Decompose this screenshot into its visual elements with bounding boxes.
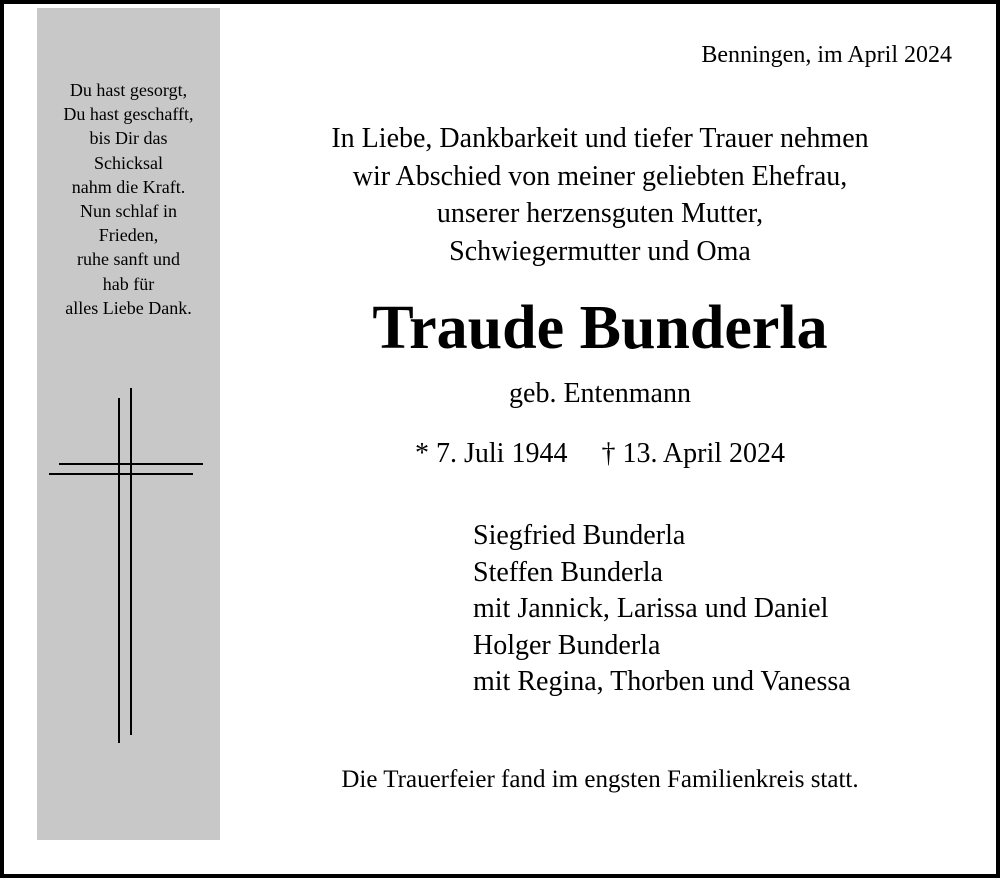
intro-line: unserer herzensguten Mutter, [436, 198, 764, 229]
mourner-line: Siegfried Bunderla [473, 520, 686, 551]
cross-icon [37, 388, 220, 748]
place-date: Benningen, im April 2024 [701, 42, 952, 68]
mourner-line: Holger Bunderla [473, 629, 661, 661]
poem-line: alles Liebe Dank. [65, 297, 192, 318]
deceased-name: Traude Bunderla [372, 294, 828, 362]
poem-line: ruhe sanft und [77, 249, 180, 270]
intro-line: Schwiegermutter und Oma [449, 235, 751, 267]
birth-date: * 7. Juli 1944 [414, 438, 568, 469]
mourner-line: mit Jannick, Larissa und Daniel [473, 593, 829, 625]
poem-line: hab für [102, 273, 155, 294]
funeral-notice: Die Trauerfeier fand im engsten Familienkreis statt. [341, 766, 859, 793]
mourners-list [473, 518, 851, 701]
mourner-line: mit Regina, Thorben und Vanessa [473, 666, 851, 698]
birth-name: geb. Entenmann [509, 378, 691, 409]
poem-line: Frieden, [98, 225, 159, 246]
intro-line: wir Abschied von meiner geliebten Ehefrau, [352, 160, 848, 192]
poem-line: Schicksal [94, 152, 163, 173]
poem-line: bis Dir das [89, 128, 168, 149]
poem-line: Du hast gesorgt, [69, 80, 188, 100]
poem-line: nahm die Kraft. [71, 176, 186, 197]
poem-line: Du hast geschafft, [63, 104, 194, 125]
mourner-line: Steffen Bunderla [473, 556, 663, 588]
sidebar-panel [37, 8, 220, 840]
life-dates [220, 437, 980, 471]
death-date: † 13. April 2024 [601, 438, 786, 469]
intro-line: In Liebe, Dankbarkeit und tiefer Trauer nehmen [331, 123, 869, 154]
poem [37, 78, 220, 320]
intro-text [220, 120, 980, 270]
poem-line: Nun schlaf in [80, 201, 177, 222]
